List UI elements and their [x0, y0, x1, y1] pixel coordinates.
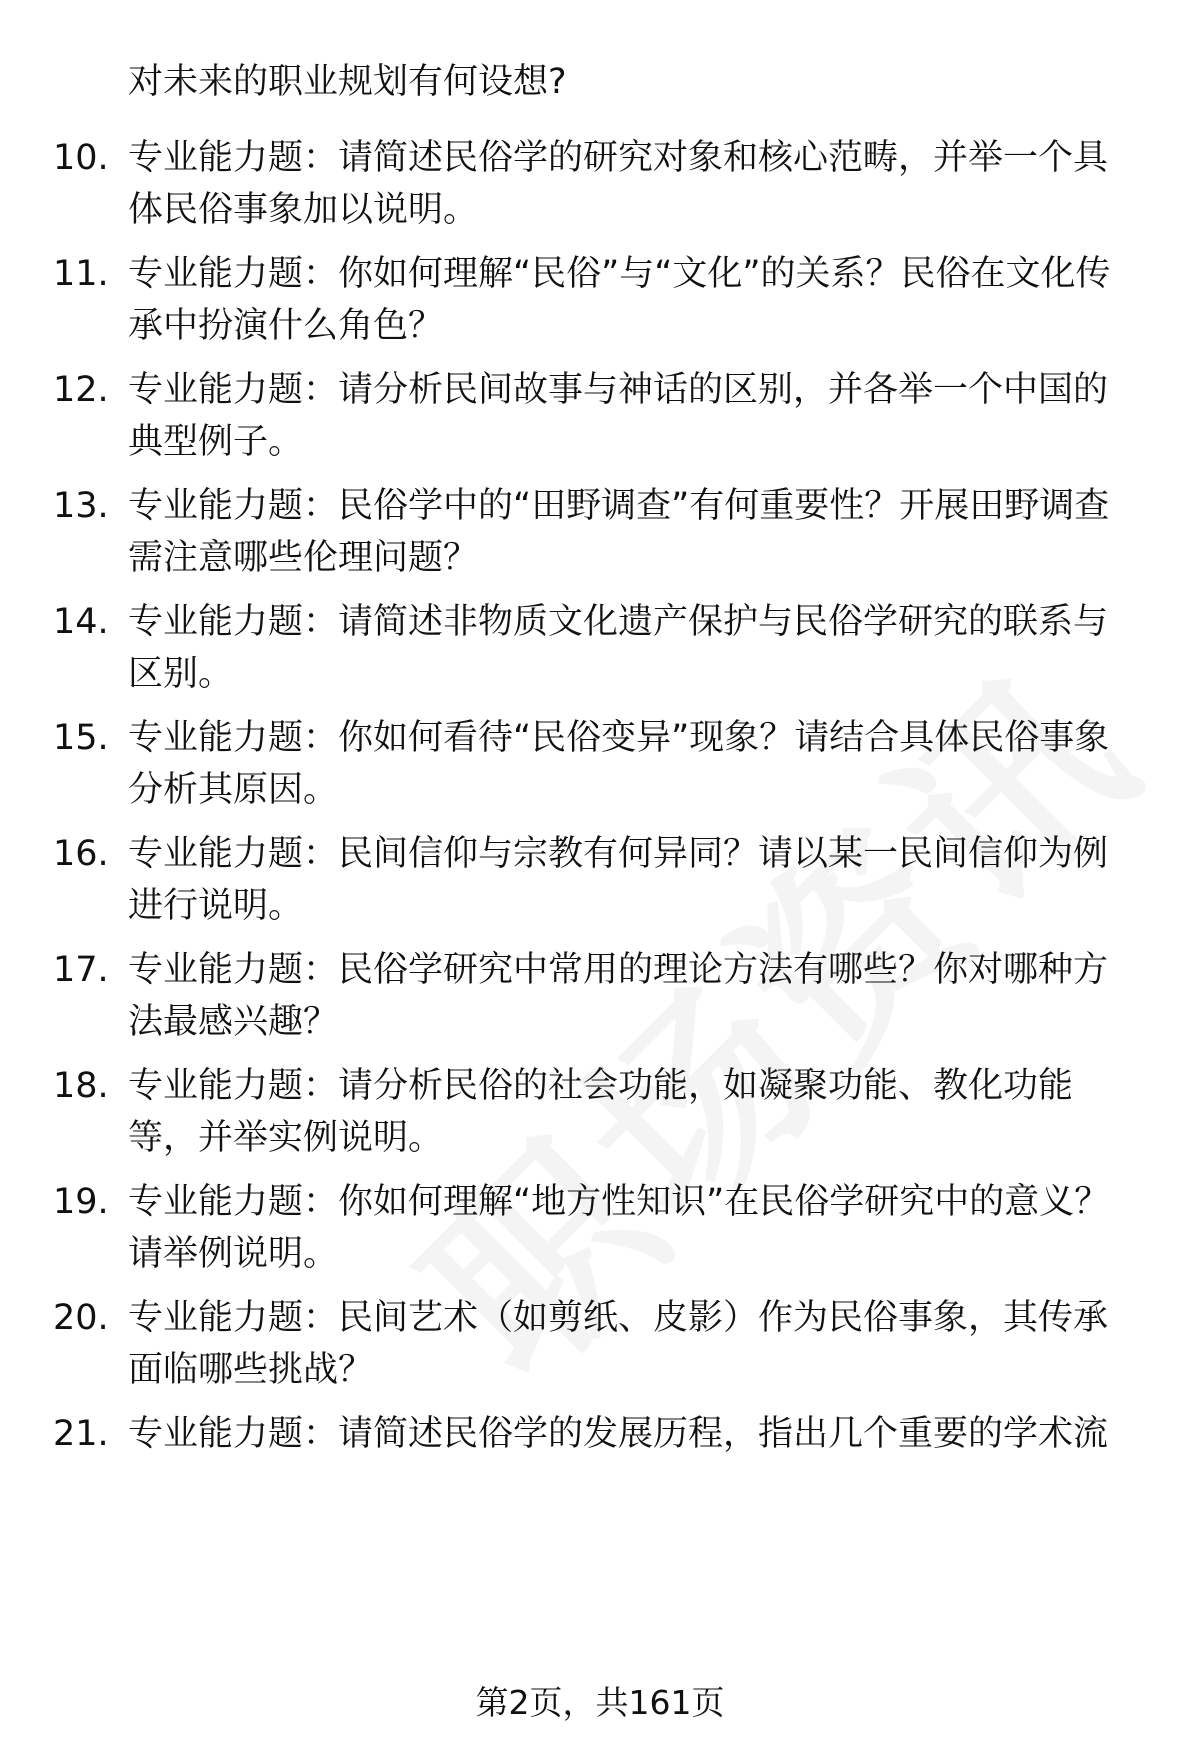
question-number: 13.: [53, 486, 109, 526]
question-number: 19.: [53, 1182, 109, 1222]
question-number: 12.: [53, 370, 109, 410]
question-number: 20.: [53, 1298, 109, 1338]
question-number: 16.: [53, 834, 109, 874]
question-text: 专业能力题：请简述民俗学的发展历程，指出几个重要的学术流: [128, 1414, 1109, 1454]
question-number: 10.: [53, 138, 109, 178]
continuation-line: 对未来的职业规划有何设想?: [128, 62, 567, 102]
question-text: 专业能力题：民俗学研究中常用的理论方法有哪些？你对哪种方法最感兴趣？: [128, 950, 1109, 1042]
question-text: 专业能力题：你如何看待“民俗变异”现象？请结合具体民俗事象分析其原因。: [128, 718, 1110, 810]
question-text: 专业能力题：请简述非物质文化遗产保护与民俗学研究的联系与区别。: [128, 602, 1109, 694]
question-text: 专业能力题：民间信仰与宗教有何异同？请以某一民间信仰为例进行说明。: [128, 834, 1109, 926]
question-text: 专业能力题：民间艺术（如剪纸、皮影）作为民俗事象，其传承面临哪些挑战？: [128, 1298, 1109, 1390]
question-number: 15.: [53, 718, 109, 758]
question-text: 专业能力题：你如何理解“民俗”与“文化”的关系？民俗在文化传承中扮演什么角色？: [128, 254, 1111, 346]
question-text: 专业能力题：你如何理解“地方性知识”在民俗学研究中的意义？请举例说明。: [128, 1182, 1110, 1274]
question-number: 21.: [53, 1414, 109, 1454]
question-text: 专业能力题：请分析民俗的社会功能，如凝聚功能、教化功能等，并举实例说明。: [128, 1066, 1074, 1158]
page-footer: 第2页，共161页: [475, 1683, 725, 1722]
question-text: 专业能力题：民俗学中的“田野调查”有何重要性？开展田野调查需注意哪些伦理问题？: [128, 486, 1110, 578]
question-number: 11.: [53, 254, 109, 294]
question-text: 专业能力题：请简述民俗学的研究对象和核心范畴，并举一个具体民俗事象加以说明。: [128, 138, 1109, 230]
question-text: 专业能力题：请分析民间故事与神话的区别，并各举一个中国的典型例子。: [128, 370, 1109, 462]
question-number: 18.: [53, 1066, 109, 1106]
question-number: 14.: [53, 602, 109, 642]
question-number: 17.: [53, 950, 109, 990]
